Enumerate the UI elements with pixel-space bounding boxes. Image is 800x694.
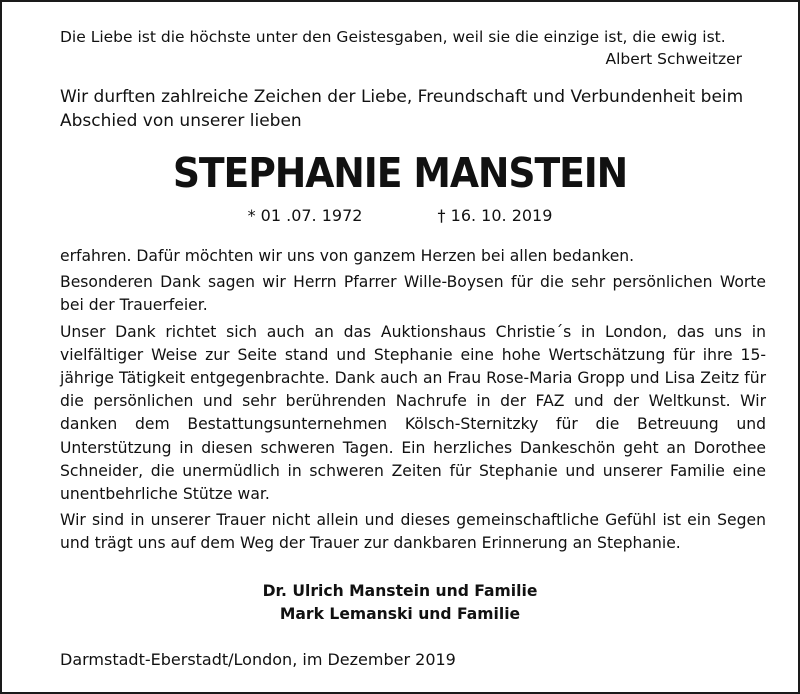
- death-date: † 16. 10. 2019: [437, 206, 553, 225]
- paragraph: Unser Dank richtet sich auch an das Auktionshaus Christie´s in London, das uns in vielfältiger Weise zur Seite stand und Stephanie eine hohe Wertschätzung für ihre 15-jährige Tätigkeit entgegenbrachte. Dank auch an Frau Rose-Maria Gropp und Lisa Zeitz für die persönlichen und sehr berührenden Nachrufe in der FAZ und der Weltkunst. Wir danken dem Bestattungsunternehmen Kölsch-Sternitzky für die Betreuung und Unterstützung in diesen schweren Tagen. Ein herzliches Dankeschön geht an Dorothee Schneider, die unermüdlich in schweren Zeiten für Stephanie und unserer Familie eine unentbehrliche Stütze war.: [60, 322, 766, 504]
- deceased-name: STEPHANIE MANSTEIN: [172, 149, 628, 197]
- signer: Dr. Ulrich Manstein und Familie: [262, 582, 538, 600]
- intro-text: Wir durften zahlreiche Zeichen der Liebe, Freundschaft und Verbundenheit beim Abschied von unserer lieben: [60, 87, 744, 131]
- signer: Mark Lemanski und Familie: [279, 605, 521, 623]
- paragraph: Besonderen Dank sagen wir Herrn Pfarrer Wille-Boysen für die sehr persönlichen Worte bei der Trauerfeier.: [60, 273, 766, 315]
- place-and-date: Darmstadt-Eberstadt/London, im Dezember 2019: [60, 650, 456, 669]
- birth-date: * 01 .07. 1972: [247, 206, 363, 225]
- epigraph: [60, 26, 760, 70]
- paragraph: Wir sind in unserer Trauer nicht allein und dieses gemeinschaftliche Gefühl ist ein Segen und trägt uns auf dem Weg der Trauer zur dankbaren Erinnerung an Stephanie.: [60, 511, 766, 553]
- quote-author: Albert Schweitzer: [605, 50, 742, 68]
- paragraph: erfahren. Dafür möchten wir uns von ganzem Herzen bei allen bedanken.: [60, 247, 635, 265]
- quote-text: Die Liebe ist die höchste unter den Geistesgaben, weil sie die einzige ist, die ewig ist.: [60, 28, 726, 46]
- thanks-body: [60, 245, 766, 559]
- life-dates: [2, 205, 798, 227]
- signatories: [2, 580, 798, 626]
